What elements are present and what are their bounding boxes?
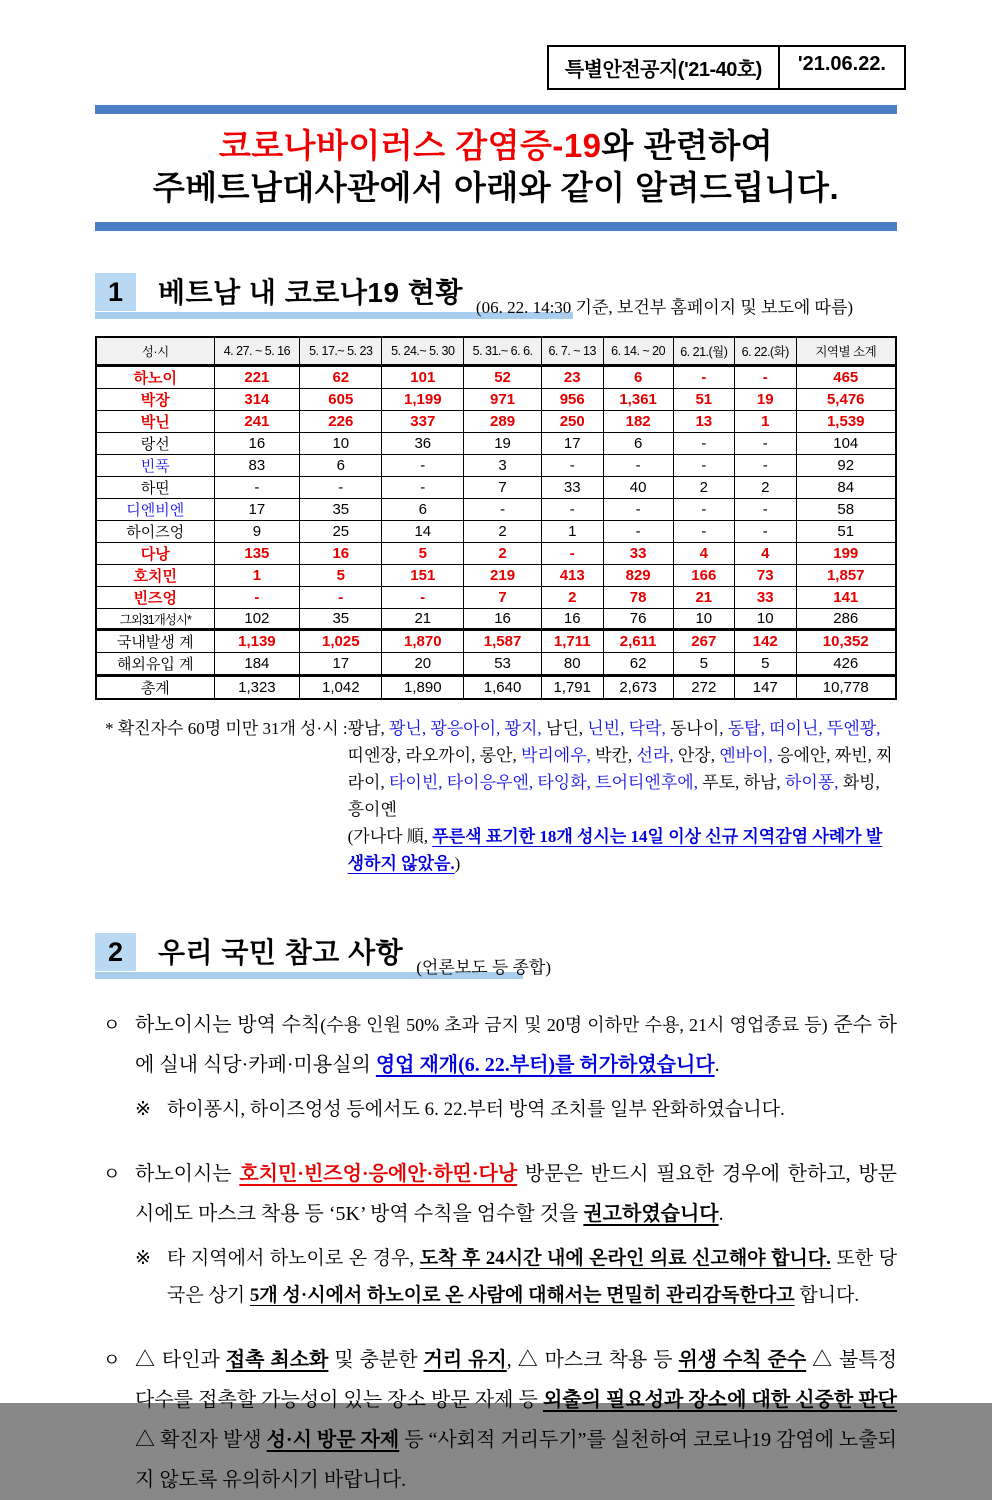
table-cell: 6 xyxy=(603,366,673,389)
footnote-body xyxy=(348,715,897,877)
table-cell: 16 xyxy=(214,433,300,455)
text-segment: 옌바이, xyxy=(719,746,778,765)
table-cell: - xyxy=(603,521,673,543)
text-segment: 푸토, xyxy=(702,773,744,792)
table-cell: 80 xyxy=(541,653,603,676)
table-cell: 62 xyxy=(603,653,673,676)
table-cell: 51 xyxy=(673,389,734,411)
table-row xyxy=(96,587,896,609)
text-segment: 접촉 최소화 xyxy=(225,1349,329,1371)
row-label: 박닌 xyxy=(96,411,214,433)
section-2-number: 2 xyxy=(95,933,136,971)
table-cell: 5 xyxy=(735,653,796,676)
table-row xyxy=(96,389,896,411)
note-1 xyxy=(135,1091,897,1128)
notice-badge-row xyxy=(0,0,992,90)
column-header: 6. 7. ~ 13 xyxy=(541,337,603,366)
table-cell: 1,890 xyxy=(382,676,464,700)
row-label: 하노이 xyxy=(96,366,214,389)
row-label: 해외유입 계 xyxy=(96,653,214,676)
row-label: 호치민 xyxy=(96,565,214,587)
covid-table-wrap xyxy=(95,336,897,700)
table-row xyxy=(96,366,896,389)
table-header-row xyxy=(96,337,896,366)
table-cell: - xyxy=(735,433,796,455)
text-segment: 타잉화, xyxy=(537,773,596,792)
table-cell: - xyxy=(673,499,734,521)
column-header: 5. 24.~ 5. 30 xyxy=(382,337,464,366)
row-label: 그외31개성시* xyxy=(96,609,214,630)
note-2-marker: ※ xyxy=(135,1248,151,1269)
text-segment: 방문은 반드시 필요한 경우에 한하고, 방문 시에도 마스크 착용 등 ‘5K’ 방역 수칙을 엄수할 것을 xyxy=(135,1163,897,1225)
text-segment: 성·시 방문 자제 xyxy=(266,1429,400,1451)
table-cell: 1,857 xyxy=(796,565,896,587)
text-segment: 하노이시는 방역 수칙 xyxy=(135,1014,321,1036)
text-segment: (수용 인원 50% 초과 금지 및 20명 이하만 수용, 21시 영업종료 등) xyxy=(320,1015,828,1035)
table-cell: 956 xyxy=(541,389,603,411)
table-cell: 6 xyxy=(382,499,464,521)
notice-date: '21.06.22. xyxy=(797,53,886,75)
table-cell: 35 xyxy=(300,609,382,630)
table-cell: 92 xyxy=(796,455,896,477)
table-cell: 102 xyxy=(214,609,300,630)
text-segment: 닌빈, xyxy=(587,719,629,738)
table-cell: 62 xyxy=(300,366,382,389)
text-segment: 하이퐁, xyxy=(784,773,843,792)
text-segment: 하남, xyxy=(743,773,785,792)
text-segment: 떠이닌, xyxy=(769,719,827,738)
table-cell: 199 xyxy=(796,543,896,565)
footnote-provinces xyxy=(348,719,893,819)
table-cell: 2 xyxy=(464,543,542,565)
table-cell: 19 xyxy=(464,433,542,455)
row-label: 디엔비엔 xyxy=(96,499,214,521)
table-row xyxy=(96,653,896,676)
row-label: 국내발생 계 xyxy=(96,630,214,653)
table-cell: 58 xyxy=(796,499,896,521)
text-segment: 외출의 필요성과 장소에 대한 신중한 판단 xyxy=(542,1389,897,1411)
note-2 xyxy=(135,1240,897,1314)
text-segment: 화빙, xyxy=(842,773,880,792)
table-cell: 101 xyxy=(382,366,464,389)
table-cell: 426 xyxy=(796,653,896,676)
text-segment: 등 “사회적 거리두기”를 실천하여 코로나19 감염에 노출되지 않도록 유의하시기 바랍니다. xyxy=(135,1429,897,1491)
table-cell: 465 xyxy=(796,366,896,389)
text-segment: 타이응우엔, xyxy=(446,773,538,792)
table-cell: 16 xyxy=(541,609,603,630)
note-1-marker: ※ xyxy=(135,1099,151,1120)
section-2-header xyxy=(95,931,897,979)
table-cell: - xyxy=(382,587,464,609)
table-cell: 272 xyxy=(673,676,734,700)
table-cell: 21 xyxy=(382,609,464,630)
table-cell: 33 xyxy=(541,477,603,499)
table-cell: 52 xyxy=(464,366,542,389)
text-segment: 합니다. xyxy=(794,1285,860,1306)
table-cell: 17 xyxy=(214,499,300,521)
text-segment: 영업 재개(6. 22.부터)를 허가하였습니다 xyxy=(375,1054,715,1076)
table-row xyxy=(96,455,896,477)
table-cell: 1,042 xyxy=(300,676,382,700)
section-2-title: 우리 국민 참고 사항 xyxy=(158,937,404,968)
section-2-row xyxy=(95,931,897,977)
column-header: 6. 21.(월) xyxy=(673,337,734,366)
text-segment: △ 불특정 다수를 접촉할 가능성이 있는 장소 방문 자제 등 xyxy=(135,1349,898,1411)
table-cell: 17 xyxy=(300,653,382,676)
text-segment: 동탑, xyxy=(727,719,770,738)
table-cell: 1,711 xyxy=(541,630,603,653)
table-row xyxy=(96,411,896,433)
table-cell: 23 xyxy=(541,366,603,389)
table-row xyxy=(96,477,896,499)
table-cell: 829 xyxy=(603,565,673,587)
bullet-1-marker: ㅇ xyxy=(103,1015,121,1035)
table-cell: 2 xyxy=(735,477,796,499)
text-segment: 동나이, xyxy=(669,719,728,738)
bullet-3 xyxy=(95,1340,897,1500)
row-label: 빈푹 xyxy=(96,455,214,477)
column-header: 6. 14. ~ 20 xyxy=(603,337,673,366)
text-segment: . xyxy=(714,1054,720,1076)
table-cell: - xyxy=(673,521,734,543)
text-segment: 도착 후 24시간 내에 온라인 의료 신고해야 합니다. xyxy=(419,1248,831,1269)
table-cell: 1,791 xyxy=(541,676,603,700)
table-cell: 40 xyxy=(603,477,673,499)
notice-body xyxy=(95,1005,897,1500)
table-cell: 142 xyxy=(735,630,796,653)
text-segment: △ 확진자 발생 xyxy=(135,1429,267,1451)
text-segment: 롱안, xyxy=(479,746,521,765)
table-cell: 9 xyxy=(214,521,300,543)
bullet-3-text xyxy=(135,1340,897,1500)
text-segment: 남딘, xyxy=(545,719,588,738)
table-cell: 2 xyxy=(673,477,734,499)
text-segment: (가나다 順, xyxy=(347,827,433,846)
bullet-2 xyxy=(95,1154,897,1234)
text-segment: ) xyxy=(454,854,461,873)
table-row xyxy=(96,676,896,700)
table-cell: 5 xyxy=(673,653,734,676)
row-label: 랑선 xyxy=(96,433,214,455)
table-cell: - xyxy=(214,587,300,609)
divider-bar-bottom xyxy=(95,222,897,231)
table-cell: 51 xyxy=(796,521,896,543)
table-cell: 2,611 xyxy=(603,630,673,653)
table-cell: 84 xyxy=(796,477,896,499)
bullet-1 xyxy=(95,1005,897,1085)
table-cell: 1,025 xyxy=(300,630,382,653)
table-cell: 219 xyxy=(464,565,542,587)
table-cell: 1,199 xyxy=(382,389,464,411)
note-2-text xyxy=(167,1240,897,1314)
table-cell: 2 xyxy=(541,587,603,609)
table-cell: - xyxy=(603,499,673,521)
title-line-2: 주베트남대사관에서 아래와 같이 알려드립니다. xyxy=(152,169,840,206)
table-row xyxy=(96,630,896,653)
text-segment: 선라, xyxy=(636,746,678,765)
table-cell: 6 xyxy=(300,455,382,477)
title-block xyxy=(95,105,897,231)
table-cell: - xyxy=(735,366,796,389)
table-cell: 25 xyxy=(300,521,382,543)
title-line-1 xyxy=(95,125,897,167)
table-cell: 1,323 xyxy=(214,676,300,700)
bullet-2-text xyxy=(135,1154,897,1234)
table-cell: 76 xyxy=(603,609,673,630)
table-cell: 289 xyxy=(464,411,542,433)
text-segment: 라오까이, xyxy=(405,746,480,765)
text-segment: 하이퐁시, 하이즈엉성 등에서도 6. 22.부터 방역 조치를 일부 완화하였습니다. xyxy=(167,1099,785,1120)
column-header: 6. 22.(화) xyxy=(735,337,796,366)
table-cell: - xyxy=(382,477,464,499)
table-cell: 5 xyxy=(300,565,382,587)
text-segment: 꽝닌, xyxy=(388,719,431,738)
column-header: 지역별 소계 xyxy=(796,337,896,366)
section-1-subtitle: (06. 22. 14:30 기준, 보건부 홈페이지 및 보도에 따름) xyxy=(475,298,854,317)
table-cell: 10 xyxy=(300,433,382,455)
table-cell: 413 xyxy=(541,565,603,587)
table-cell: 4 xyxy=(673,543,734,565)
divider-bar-top xyxy=(95,105,897,114)
text-segment: 짜빈, xyxy=(834,746,877,765)
table-cell: 2,673 xyxy=(603,676,673,700)
table-cell: 267 xyxy=(673,630,734,653)
row-label: 박장 xyxy=(96,389,214,411)
table-cell: 1 xyxy=(735,411,796,433)
table-cell: 226 xyxy=(300,411,382,433)
table-cell: 135 xyxy=(214,543,300,565)
column-header: 성·시 xyxy=(96,337,214,366)
table-cell: 10 xyxy=(673,609,734,630)
table-cell: - xyxy=(673,433,734,455)
table-cell: - xyxy=(541,455,603,477)
text-segment: . xyxy=(718,1203,724,1225)
table-cell: 35 xyxy=(300,499,382,521)
text-segment: 푸른색 표기한 18개 성시는 14일 이상 신규 지역감염 사례가 발생하지 않았음. xyxy=(347,827,883,873)
table-cell: 4 xyxy=(735,543,796,565)
table-cell: - xyxy=(541,543,603,565)
table-cell: 1 xyxy=(214,565,300,587)
table-cell: 1,640 xyxy=(464,676,542,700)
table-footnote xyxy=(95,715,897,877)
table-cell: 78 xyxy=(603,587,673,609)
table-cell: 605 xyxy=(300,389,382,411)
table-cell: 151 xyxy=(382,565,464,587)
table-cell: - xyxy=(214,477,300,499)
table-cell: 1 xyxy=(541,521,603,543)
column-header: 5. 17.~ 5. 23 xyxy=(300,337,382,366)
table-cell: 7 xyxy=(464,477,542,499)
table-cell: 241 xyxy=(214,411,300,433)
table-cell: - xyxy=(735,455,796,477)
text-segment: 뚜엔꽝, xyxy=(826,719,881,738)
table-cell: 20 xyxy=(382,653,464,676)
table-cell: - xyxy=(673,455,734,477)
text-segment: 꽝지, xyxy=(504,719,546,738)
row-label: 총계 xyxy=(96,676,214,700)
text-segment: 준수 하에 실내 식당·카페·미용실의 xyxy=(135,1014,897,1076)
table-cell: 7 xyxy=(464,587,542,609)
table-cell: 250 xyxy=(541,411,603,433)
text-segment: 응에안, xyxy=(777,746,835,765)
footnote-last-line xyxy=(348,823,897,877)
table-cell: 147 xyxy=(735,676,796,700)
table-cell: 141 xyxy=(796,587,896,609)
text-segment: 띠엔장, xyxy=(347,746,406,765)
table-row xyxy=(96,609,896,630)
table-cell: - xyxy=(300,477,382,499)
table-cell: 166 xyxy=(673,565,734,587)
table-row xyxy=(96,433,896,455)
note-1-text xyxy=(167,1091,897,1128)
row-label: 하띤 xyxy=(96,477,214,499)
section-1-header xyxy=(95,271,897,319)
table-cell: 36 xyxy=(382,433,464,455)
section-2-subtitle: (언론보도 등 종합) xyxy=(416,958,552,977)
table-cell: 83 xyxy=(214,455,300,477)
table-cell: - xyxy=(300,587,382,609)
text-segment: 흥이옌 xyxy=(347,800,397,819)
notice-badge xyxy=(547,45,906,90)
table-cell: - xyxy=(735,499,796,521)
text-segment: 타이빈, xyxy=(388,773,447,792)
table-cell: 5,476 xyxy=(796,389,896,411)
table-cell: 184 xyxy=(214,653,300,676)
table-cell: - xyxy=(382,455,464,477)
table-cell: 314 xyxy=(214,389,300,411)
row-label: 하이즈엉 xyxy=(96,521,214,543)
title-red-part: 코로나바이러스 감염증-19 xyxy=(218,127,602,164)
table-cell: 104 xyxy=(796,433,896,455)
table-cell: 53 xyxy=(464,653,542,676)
table-cell: 337 xyxy=(382,411,464,433)
text-segment: 닥락, xyxy=(628,719,670,738)
text-segment: 위생 수칙 준수 xyxy=(678,1349,807,1371)
table-cell: 5 xyxy=(382,543,464,565)
table-cell: 10 xyxy=(735,609,796,630)
text-segment: , △ 마스크 착용 등 xyxy=(506,1349,679,1371)
table-cell: 286 xyxy=(796,609,896,630)
row-label: 빈즈엉 xyxy=(96,587,214,609)
table-cell: 16 xyxy=(300,543,382,565)
table-row xyxy=(96,543,896,565)
table-cell: - xyxy=(541,499,603,521)
table-cell: 1,870 xyxy=(382,630,464,653)
section-1-row xyxy=(95,271,897,317)
notice-number: 특별안전공지('21-40호) xyxy=(549,47,780,88)
table-row xyxy=(96,565,896,587)
table-cell: 14 xyxy=(382,521,464,543)
text-segment: 하노이시는 xyxy=(135,1163,240,1185)
table-cell: 21 xyxy=(673,587,734,609)
text-segment: 꽝응아이, xyxy=(430,719,505,738)
bullet-1-text xyxy=(135,1005,897,1085)
text-segment: 및 충분한 xyxy=(328,1349,424,1371)
table-cell: 33 xyxy=(735,587,796,609)
text-segment: 5개 성·시에서 하노이로 온 사람에 대해서는 면밀히 관리감독한다고 xyxy=(249,1285,795,1306)
section-1-title: 베트남 내 코로나19 현황 xyxy=(158,277,463,308)
table-cell: 13 xyxy=(673,411,734,433)
document-title xyxy=(95,114,897,222)
table-row xyxy=(96,521,896,543)
table-cell: 17 xyxy=(541,433,603,455)
row-label: 다낭 xyxy=(96,543,214,565)
table-cell: 33 xyxy=(603,543,673,565)
column-header: 5. 31.~ 6. 6. xyxy=(464,337,542,366)
table-cell: 19 xyxy=(735,389,796,411)
table-cell: 1,139 xyxy=(214,630,300,653)
table-cell: 73 xyxy=(735,565,796,587)
text-segment: 꽝남, xyxy=(347,719,389,738)
table-cell: 182 xyxy=(603,411,673,433)
text-segment: 안장, xyxy=(677,746,720,765)
text-segment: 또한 당국은 상기 xyxy=(167,1248,898,1306)
table-cell: - xyxy=(603,455,673,477)
text-segment: 타 지역에서 하노이로 온 경우, xyxy=(167,1248,420,1269)
table-cell: - xyxy=(735,521,796,543)
text-segment: 거리 유지 xyxy=(423,1349,507,1371)
text-segment: 호치민·빈즈엉·응에안·하띤·다낭 xyxy=(239,1163,518,1185)
text-segment: 권고하였습니다 xyxy=(583,1203,719,1225)
section-1-number: 1 xyxy=(95,273,136,311)
table-cell: 10,778 xyxy=(796,676,896,700)
text-segment: 박칸, xyxy=(595,746,637,765)
table-cell: 16 xyxy=(464,609,542,630)
table-cell: 2 xyxy=(464,521,542,543)
bullet-2-marker: ㅇ xyxy=(103,1164,121,1184)
text-segment: △ 타인과 xyxy=(135,1349,226,1371)
table-cell: 10,352 xyxy=(796,630,896,653)
table-cell: - xyxy=(464,499,542,521)
table-cell: 3 xyxy=(464,455,542,477)
footnote-head: * 확진자수 60명 미만 31개 성·시 : xyxy=(105,719,348,738)
title-black-part: 와 관련하여 xyxy=(601,127,774,164)
table-cell: 1,587 xyxy=(464,630,542,653)
text-segment: 트어티엔후에, xyxy=(595,773,703,792)
bullet-3-marker: ㅇ xyxy=(103,1350,121,1370)
table-cell: 971 xyxy=(464,389,542,411)
table-row xyxy=(96,499,896,521)
table-cell: 6 xyxy=(603,433,673,455)
table-cell: 221 xyxy=(214,366,300,389)
table-cell: 1,539 xyxy=(796,411,896,433)
text-segment: 찌라이, xyxy=(347,746,893,792)
table-cell: - xyxy=(673,366,734,389)
covid-status-table xyxy=(95,336,897,700)
column-header: 4. 27. ~ 5. 16 xyxy=(214,337,300,366)
text-segment: 박리에우, xyxy=(520,746,596,765)
table-cell: 1,361 xyxy=(603,389,673,411)
